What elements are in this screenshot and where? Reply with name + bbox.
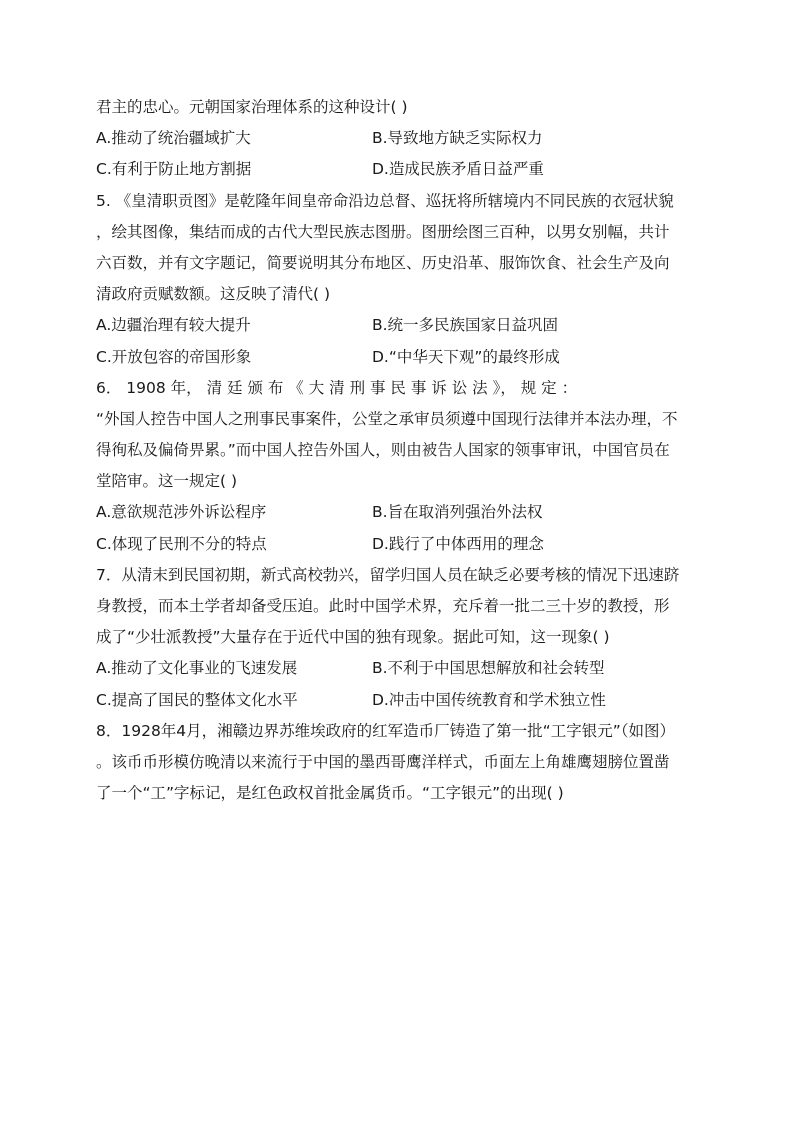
q4-options-row xyxy=(96,123,698,154)
q4-stem-line: 君主的忠心。元朝国家治理体系的这种设计( ) xyxy=(96,98,408,116)
q5-stem-line: 5. 《皇清职贡图》是乾隆年间皇帝命沿边总督、巡抚将所辖境内不同民族的衣冠状貌 xyxy=(96,191,674,210)
q6-option-b: B.旨在取消列强治外法权 xyxy=(372,503,543,522)
document-content xyxy=(96,92,698,809)
q5-stem-line: ，绘其图像，集结而成的古代大型民族志图册。图册绘图三百种，以男女别幅，共计 xyxy=(96,222,670,241)
q7-option-a: A.推动了文化事业的飞速发展 xyxy=(96,659,298,678)
q6-option-c: C.体现了民刑不分的特点 xyxy=(96,534,267,553)
q5-options-row xyxy=(96,342,698,373)
q6-options-row xyxy=(96,497,698,528)
q6-stem-line: “外国人控告中国人之刑事民事案件，公堂之承审员须遵中国现行法律并本法办理，不 xyxy=(96,409,678,428)
q4-option-a: A.推动了统治疆域扩大 xyxy=(96,129,251,148)
q7-stem-line: 成了“少壮派教授”大量存在于近代中国的独有现象。据此可知，这一现象( ) xyxy=(96,628,610,647)
q5-options-row xyxy=(96,310,698,341)
q8-stem-line: 8．1928年4月，湘赣边界苏维埃政府的红军造币厂铸造了第一批“工字银元”（如图） xyxy=(96,721,675,740)
q5-option-c: C.开放包容的帝国形象 xyxy=(96,347,252,366)
q6-stem-line: 得徇私及偏倚畀累。”而中国人控告外国人，则由被告人国家的领事审讯，中国官员在 xyxy=(96,441,670,460)
q5-option-b: B.统一多民族国家日益巩固 xyxy=(372,316,559,335)
q8-stem-line: 。该币币形模仿晚清以来流行于中国的墨西哥鹰洋样式，币面左上角雄鹰翅膀位置凿 xyxy=(96,752,670,771)
q7-option-c: C.提高了国民的整体文化水平 xyxy=(96,690,298,709)
q4-option-c: C.有利于防止地方割据 xyxy=(96,160,252,179)
q7-option-b: B.不利于中国思想解放和社会转型 xyxy=(372,659,605,678)
q7-options-row xyxy=(96,685,698,716)
q8-stem-line: 了一个“工”字标记，是红色政权首批金属货币。“工字银元”的出现( ) xyxy=(96,784,564,803)
q5-stem-line: 六百数，并有文字题记，简要说明其分布地区、历史沿革、服饰饮食、社会生产及向 xyxy=(96,253,670,272)
q4-option-d: D.造成民族矛盾日益严重 xyxy=(372,160,544,179)
q4-options-row xyxy=(96,154,698,185)
q5-stem-line: 清政府贡赋数额。这反映了清代( ) xyxy=(96,285,331,304)
q7-stem-line: 身教授，而本土学者却备受压迫。此时中国学术界，充斥着一批二三十岁的教授，形 xyxy=(96,597,670,615)
q4-option-b: B.导致地方缺乏实际权力 xyxy=(372,129,543,148)
q6-stem-line: 堂陪审。这一规定( ) xyxy=(96,472,238,491)
q7-stem-line: 7．从清末到民国初期，新式高校勃兴，留学归国人员在缺乏必要考核的情况下迅速跻 xyxy=(96,565,680,584)
q7-options-row xyxy=(96,653,698,684)
q6-options-row xyxy=(96,529,698,560)
q7-option-d: D.冲击中国传统教育和学术独立性 xyxy=(372,690,606,709)
q5-option-d: D.“中华天下观”的最终形成 xyxy=(372,347,560,366)
q6-option-d: D.践行了中体西用的理念 xyxy=(372,534,544,553)
q6-option-a: A.意欲规范涉外诉讼程序 xyxy=(96,503,267,522)
q5-option-a: A.边疆治理有较大提升 xyxy=(96,316,251,335)
q6-stem-line: 6． 1908 年， 清 廷 颁 布 《 大 清 刑 事 民 事 诉 讼 法 》， 规 定 ： xyxy=(96,378,578,397)
